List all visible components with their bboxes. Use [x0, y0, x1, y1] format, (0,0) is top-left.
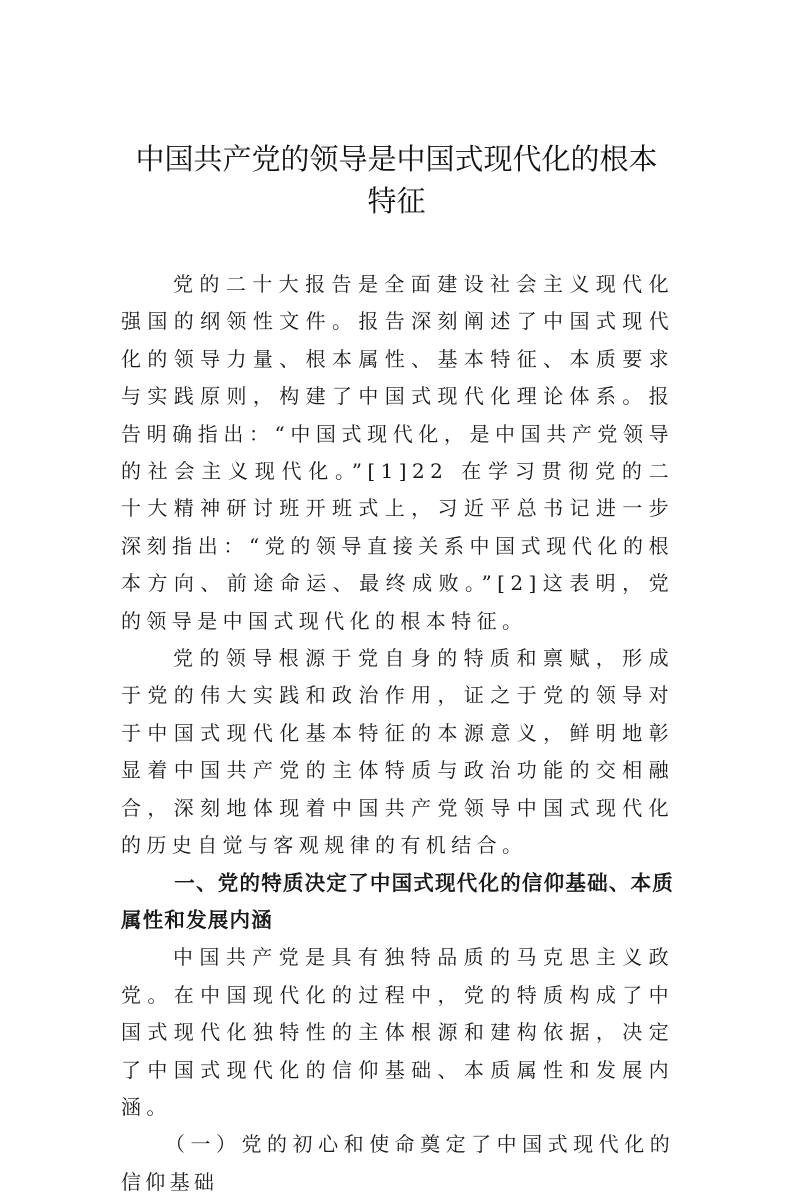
- paragraph-section-1: 中国共产党是具有独特品质的马克思主义政党。在中国现代化的过程中，党的特质构成了中国式现代化独特性的主体根源和建构依据，决定了中国式现代化的信仰基础、本质属性和发展内涵。: [121, 945, 674, 1119]
- section-heading-1: 一、党的特质决定了中国式现代化的信仰基础、本质属性和发展内涵: [121, 870, 674, 932]
- document-body: [121, 266, 674, 1201]
- title-line-1: 中国共产党的领导是中国式现代化的根本: [135, 142, 658, 176]
- paragraph-intro: 党的二十大报告是全面建设社会主义现代化强国的纲领性文件。报告深刻阐述了中国式现代化的领导力量、根本属性、基本特征、本质要求与实践原则，构建了中国式现代化理论体系。报告明确指出：“中国式现代化，是中国共产党领导的社会主义现代化。”[1]22 在学习贯彻党的二十大精神研讨班开班式上，习近平总书记进一步深刻指出：“党的领导直接关系中国式现代化的根本方向、前途命运、最终成败。”[2]这表明，党的领导是中国式现代化的根本特征。: [121, 272, 674, 633]
- title-line-2: 特征: [367, 184, 426, 218]
- document-title: [110, 138, 683, 222]
- subsection-heading-1: （一）党的初心和使命奠定了中国式现代化的信仰基础: [121, 1132, 674, 1194]
- paragraph-origin: 党的领导根源于党自身的特质和禀赋，形成于党的伟大实践和政治作用，证之于党的领导对于中国式现代化基本特征的本源意义，鲜明地彰显着中国共产党的主体特质与政治功能的交相融合，深刻地体现着中国共产党领导中国式现代化的历史自觉与客观规律的有机结合。: [121, 646, 674, 858]
